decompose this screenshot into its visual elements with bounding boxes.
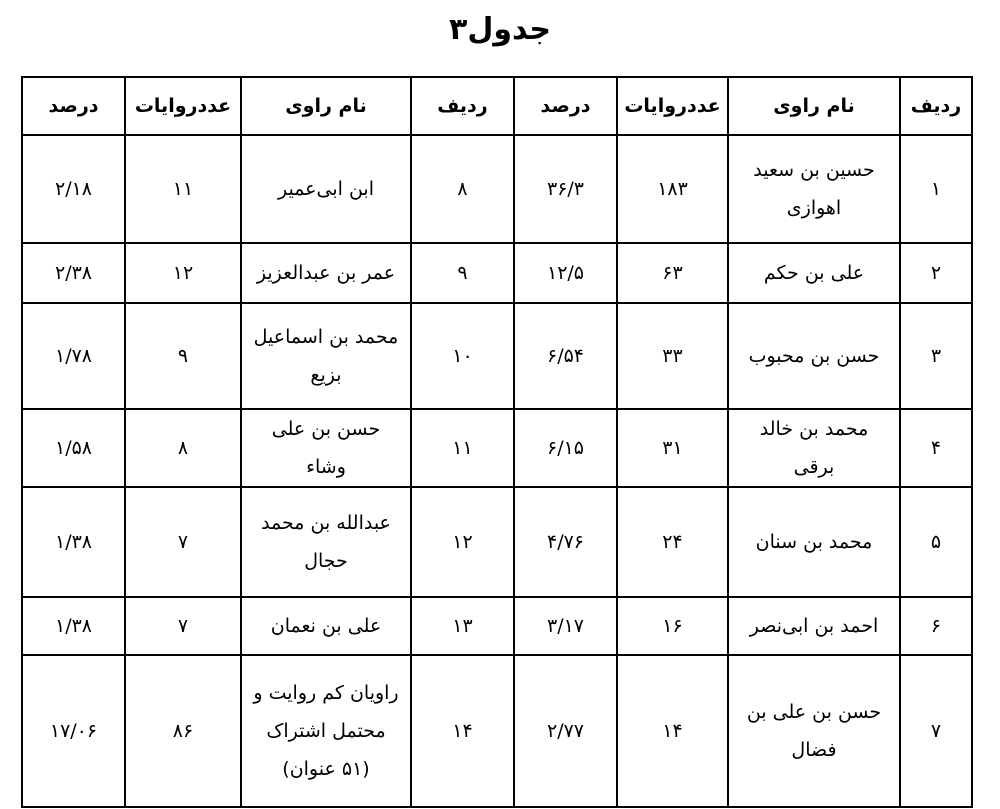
narrators-table bbox=[21, 76, 973, 808]
header-row bbox=[22, 77, 972, 135]
header-name-2: نام راوی bbox=[241, 77, 411, 135]
table-row bbox=[22, 243, 972, 303]
row-number: ۵ bbox=[900, 487, 972, 597]
row-number: ۱۰ bbox=[411, 303, 514, 409]
narration-percent: ۲/۷۷ bbox=[514, 655, 617, 807]
row-number: ۱ bbox=[900, 135, 972, 243]
narration-percent: ۲/۱۸ bbox=[22, 135, 125, 243]
row-number: ۸ bbox=[411, 135, 514, 243]
narrator-name: محمد بن خالد برقی bbox=[728, 409, 900, 487]
narrator-name: حسین بن سعید اهوازی bbox=[728, 135, 900, 243]
row-number: ۱۱ bbox=[411, 409, 514, 487]
narration-count: ۸ bbox=[125, 409, 241, 487]
narrator-name: احمد بن ابی‌نصر bbox=[728, 597, 900, 655]
narration-percent: ۳۶/۳ bbox=[514, 135, 617, 243]
row-number: ۶ bbox=[900, 597, 972, 655]
narration-count: ۶۳ bbox=[617, 243, 728, 303]
narration-count: ۱۴ bbox=[617, 655, 728, 807]
narration-percent: ۳/۱۷ bbox=[514, 597, 617, 655]
narration-percent: ۱/۳۸ bbox=[22, 597, 125, 655]
header-radif: ردیف bbox=[900, 77, 972, 135]
narration-percent: ۱۲/۵ bbox=[514, 243, 617, 303]
narration-count: ۲۴ bbox=[617, 487, 728, 597]
header-percent-2: درصد bbox=[22, 77, 125, 135]
header-count-2: عددروایات bbox=[125, 77, 241, 135]
narration-count: ۱۶ bbox=[617, 597, 728, 655]
row-number: ۹ bbox=[411, 243, 514, 303]
narration-count: ۱۲ bbox=[125, 243, 241, 303]
narration-count: ۳۳ bbox=[617, 303, 728, 409]
row-number: ۷ bbox=[900, 655, 972, 807]
narrator-name: حسن بن علی وشاء bbox=[241, 409, 411, 487]
narration-count: ۸۶ bbox=[125, 655, 241, 807]
narration-percent: ۶/۱۵ bbox=[514, 409, 617, 487]
narration-percent: ۶/۵۴ bbox=[514, 303, 617, 409]
row-number: ۱۲ bbox=[411, 487, 514, 597]
narrator-name: حسن بن محبوب bbox=[728, 303, 900, 409]
narration-count: ۷ bbox=[125, 597, 241, 655]
table-row bbox=[22, 409, 972, 487]
narration-percent: ۱۷/۰۶ bbox=[22, 655, 125, 807]
narrator-name: ابن ابی‌عمیر bbox=[241, 135, 411, 243]
table-title: جدول۳ bbox=[449, 12, 551, 47]
row-number: ۳ bbox=[900, 303, 972, 409]
header-count: عددروایات bbox=[617, 77, 728, 135]
row-number: ۲ bbox=[900, 243, 972, 303]
header-percent: درصد bbox=[514, 77, 617, 135]
table-row bbox=[22, 135, 972, 243]
narrator-name: محمد بن اسماعیل بزیع bbox=[241, 303, 411, 409]
narration-percent: ۴/۷۶ bbox=[514, 487, 617, 597]
narrator-name: عمر بن عبدالعزیز bbox=[241, 243, 411, 303]
row-number: ۱۴ bbox=[411, 655, 514, 807]
narrator-name: راویان کم روایت و محتمل اشتراک (۵۱ عنوان) bbox=[241, 655, 411, 807]
narration-percent: ۱/۷۸ bbox=[22, 303, 125, 409]
narrator-name: حسن بن علی بن فضال bbox=[728, 655, 900, 807]
narrator-name: محمد بن سنان bbox=[728, 487, 900, 597]
narration-count: ۷ bbox=[125, 487, 241, 597]
narrator-name: عبدالله بن محمد حجال bbox=[241, 487, 411, 597]
narration-count: ۱۸۳ bbox=[617, 135, 728, 243]
header-name: نام راوی bbox=[728, 77, 900, 135]
narrator-name: علی بن نعمان bbox=[241, 597, 411, 655]
narration-count: ۱۱ bbox=[125, 135, 241, 243]
row-number: ۴ bbox=[900, 409, 972, 487]
narrator-name: علی بن حکم bbox=[728, 243, 900, 303]
narration-percent: ۱/۵۸ bbox=[22, 409, 125, 487]
row-number: ۱۳ bbox=[411, 597, 514, 655]
narration-count: ۹ bbox=[125, 303, 241, 409]
narration-percent: ۲/۳۸ bbox=[22, 243, 125, 303]
header-radif-2: ردیف bbox=[411, 77, 514, 135]
table-row bbox=[22, 597, 972, 655]
table-row bbox=[22, 487, 972, 597]
narration-count: ۳۱ bbox=[617, 409, 728, 487]
narration-percent: ۱/۳۸ bbox=[22, 487, 125, 597]
table-row bbox=[22, 303, 972, 409]
table-row bbox=[22, 655, 972, 807]
